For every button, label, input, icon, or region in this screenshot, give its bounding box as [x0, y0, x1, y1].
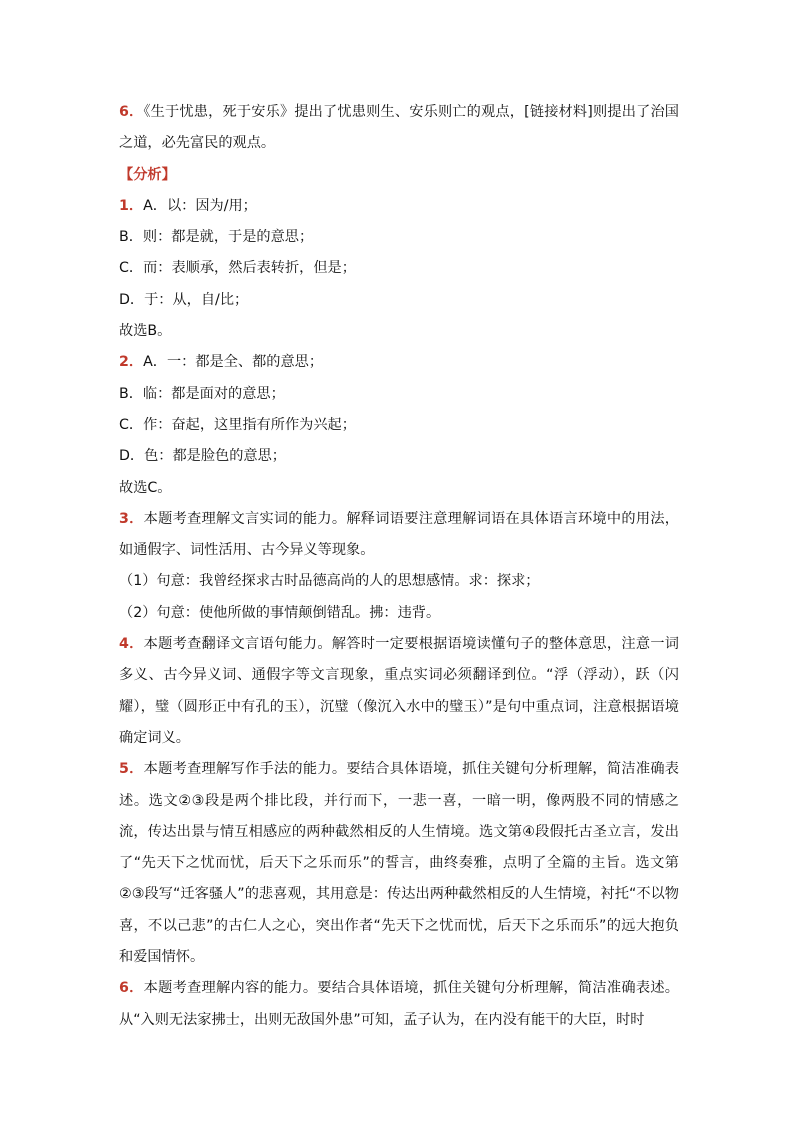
paragraph-text: 本题考查理解内容的能力。要结合具体语境，抓住关键句分析理解，简洁准确表述。从“入则无法家拂士，出则无敌国外患”可知，孟子认为，在内没有能干的大臣，时时 — [119, 980, 679, 1028]
item-number: 6． — [119, 104, 144, 120]
item-number: 1． — [119, 197, 144, 214]
q2-option-a — [119, 347, 679, 378]
q1-option-c: C．而：表顺承，然后表转折，但是； — [119, 260, 356, 277]
paragraph-text: 本题考查理解文言实词的能力。解释词语要注意理解词语在具体语言环境中的用法，如通假字、词性活用、古今异义等现象。 — [119, 510, 679, 559]
q3-paragraph — [119, 504, 679, 567]
item-number: 2． — [119, 354, 144, 371]
q2-option-b: B．临：都是面对的意思； — [119, 385, 285, 402]
analysis-heading: 【分析】 — [119, 166, 176, 183]
q2-option-c: C．作：奋起，这里指有所作为兴起； — [119, 416, 356, 433]
item-number: 4． — [119, 636, 144, 653]
q3-sub-2: （2）句意：使他所做的事情颠倒错乱。拂：违背。 — [119, 604, 441, 621]
option-text: A．一：都是全、都的意思； — [143, 354, 324, 371]
paragraph-text: 本题考查翻译文言语句能力。解答时一定要根据语境读懂句子的整体意思，注意一词多义、古今异义词、通假字等文言现象，重点实词必须翻译到位。“浮（浮动），跃（闪耀），璧（圆形正中有孔的玉），沉璧（像沉入水中的璧玉）”是句中重点词，注意根据语境确定词义。 — [119, 636, 679, 746]
q6-paragraph — [119, 973, 679, 1036]
document-page — [119, 97, 679, 1036]
q4-paragraph — [119, 629, 679, 754]
q1-option-b: B．则：都是就，于是的意思； — [119, 229, 314, 246]
paragraph-conclusion-6 — [119, 97, 679, 160]
q1-option-a — [119, 191, 679, 222]
q3-sub-1: （1）句意：我曾经探求古时品德高尚的人的思想感情。求：探求； — [119, 573, 540, 590]
option-text: A．以：因为/用； — [143, 197, 257, 214]
paragraph-text: 本题考查理解写作手法的能力。要结合具体语境，抓住关键句分析理解，简洁准确表述。选文②③段是两个排比段，并行而下，一悲一喜，一暗一明，像两股不同的情感之流，传达出景与情互相感应的两种截然相反的人生情境。选文第④段假托古圣立言，发出了“先天下之忧而忧，后天下之乐而乐”的誓言，曲终奏雅，点明了全篇的主旨。选文第②③段写“迁客骚人”的悲喜观，其用意是：传达出两种截然相反的人生情境，衬托“不以物喜，不以己悲”的古仁人之心，突出作者“先天下之忧而忧，后天下之乐而乐”的远大抱负和爱国情怀。 — [119, 761, 679, 966]
item-number: 6． — [119, 980, 144, 997]
item-number: 3． — [119, 510, 144, 527]
q5-paragraph — [119, 754, 679, 973]
q2-answer: 故选C。 — [119, 479, 172, 496]
q2-option-d: D．色：都是脸色的意思； — [119, 448, 286, 465]
q1-option-d: D．于：从，自/比； — [119, 291, 249, 308]
item-number: 5． — [119, 761, 144, 778]
q1-answer: 故选B。 — [119, 323, 172, 340]
paragraph-text: 《生于忧患，死于安乐》提出了忧患则生、安乐则亡的观点，[链接材料]则提出了治国之道，必先富民的观点。 — [119, 104, 679, 152]
